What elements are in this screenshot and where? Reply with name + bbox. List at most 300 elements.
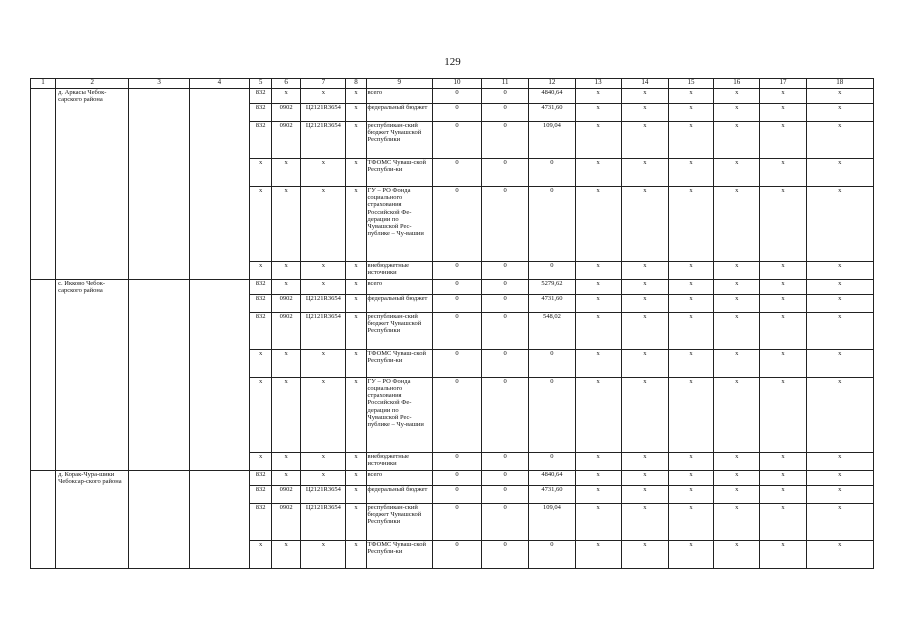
settlement-name-cont [56,503,129,540]
cell-c9: ГУ – РО Фонда социального страхования Российской Фе-дерации по Чувашской Рес-публике – Чу-вашии [366,186,432,261]
cell-c16: х [714,452,760,470]
settlement-name-cont [56,452,129,470]
cell-c11: 0 [482,312,529,349]
column-number-2: 2 [56,79,129,89]
cell-c8: х [346,158,366,186]
cell-empty [129,485,189,503]
cell-c9: ГУ – РО Фонда социального страхования Российской Фе-дерации по Чувашской Рес-публике – Чу-вашии [366,377,432,452]
table-row [31,89,874,104]
cell-empty [129,540,189,568]
cell-c8: х [346,470,366,485]
cell-c5: 832 [250,89,272,104]
cell-c12: 109,04 [529,121,575,158]
cell-index [31,540,56,568]
cell-c8: х [346,279,366,294]
column-number-5: 5 [250,79,272,89]
cell-c14: х [621,470,668,485]
cell-c7: х [301,279,346,294]
cell-c8: х [346,452,366,470]
cell-c9: всего [366,279,432,294]
cell-c9: федеральный бюджет [366,103,432,121]
cell-c14: х [621,294,668,312]
cell-c10: 0 [432,312,481,349]
cell-c10: 0 [432,89,481,104]
cell-c14: х [621,103,668,121]
column-number-12: 12 [529,79,575,89]
cell-c7: Ц2121R3654 [301,485,346,503]
cell-c10: 0 [432,103,481,121]
cell-c8: х [346,89,366,104]
cell-c14: х [621,279,668,294]
cell-c7: х [301,186,346,261]
cell-c15: х [668,103,713,121]
cell-c8: х [346,540,366,568]
table-row [31,349,874,377]
cell-c16: х [714,294,760,312]
cell-c7: х [301,261,346,279]
cell-c7: х [301,89,346,104]
cell-empty [129,121,189,158]
cell-c8: х [346,377,366,452]
cell-c7: Ц2121R3654 [301,503,346,540]
cell-c15: х [668,261,713,279]
cell-empty [189,377,249,452]
settlement-name: д. Корак-Чура-шики Чебоксар-ского района [56,470,129,485]
cell-c16: х [714,485,760,503]
cell-c16: х [714,186,760,261]
cell-c7: х [301,470,346,485]
cell-c17: х [760,261,806,279]
cell-c18: х [806,470,873,485]
cell-c12: 4840,64 [529,89,575,104]
cell-c12: 4840,64 [529,470,575,485]
table-row [31,279,874,294]
cell-empty [189,312,249,349]
table-row [31,470,874,485]
cell-c16: х [714,349,760,377]
cell-c17: х [760,452,806,470]
cell-c16: х [714,279,760,294]
cell-c18: х [806,89,873,104]
cell-empty [129,279,189,294]
cell-c5: х [250,158,272,186]
cell-c9: ТФОМС Чуваш-ской Республи-ки [366,158,432,186]
cell-c5: 832 [250,312,272,349]
cell-c13: х [575,503,621,540]
table-row [31,452,874,470]
cell-index [31,158,56,186]
cell-index [31,121,56,158]
cell-c14: х [621,377,668,452]
cell-c10: 0 [432,261,481,279]
cell-index [31,294,56,312]
cell-c6: 0902 [272,312,301,349]
column-number-3: 3 [129,79,189,89]
table-row [31,540,874,568]
cell-c5: 832 [250,485,272,503]
cell-c18: х [806,452,873,470]
column-number-8: 8 [346,79,366,89]
cell-c10: 0 [432,279,481,294]
cell-empty [189,452,249,470]
cell-c8: х [346,485,366,503]
cell-c7: х [301,377,346,452]
cell-c12: 0 [529,377,575,452]
cell-c9: федеральный бюджет [366,294,432,312]
cell-c6: 0902 [272,503,301,540]
cell-empty [129,349,189,377]
cell-c7: Ц2121R3654 [301,294,346,312]
cell-c13: х [575,294,621,312]
cell-empty [189,89,249,104]
cell-c5: х [250,186,272,261]
cell-c17: х [760,158,806,186]
cell-c10: 0 [432,485,481,503]
cell-c17: х [760,312,806,349]
cell-c17: х [760,540,806,568]
cell-c11: 0 [482,503,529,540]
cell-c10: 0 [432,470,481,485]
cell-c11: 0 [482,89,529,104]
settlement-name-cont [56,294,129,312]
cell-c18: х [806,121,873,158]
cell-empty [189,349,249,377]
cell-c14: х [621,312,668,349]
cell-c13: х [575,312,621,349]
cell-c11: 0 [482,452,529,470]
cell-c11: 0 [482,540,529,568]
cell-c7: Ц2121R3654 [301,121,346,158]
cell-c15: х [668,470,713,485]
cell-empty [129,503,189,540]
cell-c8: х [346,503,366,540]
settlement-name: д. Аркасы Чебок-сарского района [56,89,129,104]
table-row [31,121,874,158]
cell-c10: 0 [432,377,481,452]
cell-c16: х [714,158,760,186]
column-number-9: 9 [366,79,432,89]
cell-c8: х [346,261,366,279]
cell-empty [129,470,189,485]
settlement-name-cont [56,349,129,377]
cell-c9: ТФОМС Чуваш-ской Республи-ки [366,349,432,377]
cell-c5: 832 [250,503,272,540]
cell-c6: 0902 [272,294,301,312]
cell-c6: х [272,89,301,104]
cell-c5: 832 [250,279,272,294]
cell-c15: х [668,158,713,186]
column-number-13: 13 [575,79,621,89]
cell-c15: х [668,89,713,104]
settlement-name-cont [56,312,129,349]
cell-index [31,89,56,104]
cell-c11: 0 [482,470,529,485]
cell-c11: 0 [482,294,529,312]
table-row [31,485,874,503]
cell-c9: республикан-ский бюджет Чувашской Республики [366,121,432,158]
cell-c11: 0 [482,186,529,261]
cell-c6: х [272,279,301,294]
cell-c15: х [668,485,713,503]
cell-c9: внебюджетные источники [366,261,432,279]
cell-c15: х [668,503,713,540]
cell-index [31,470,56,485]
cell-c16: х [714,103,760,121]
cell-empty [189,470,249,485]
cell-c8: х [346,312,366,349]
cell-c17: х [760,121,806,158]
cell-c14: х [621,349,668,377]
cell-c12: 0 [529,261,575,279]
column-number-10: 10 [432,79,481,89]
cell-c8: х [346,294,366,312]
cell-c9: республикан-ский бюджет Чувашской Республики [366,312,432,349]
cell-empty [189,121,249,158]
column-number-7: 7 [301,79,346,89]
table-row [31,158,874,186]
cell-empty [129,377,189,452]
cell-c17: х [760,470,806,485]
cell-c13: х [575,349,621,377]
cell-c12: 0 [529,158,575,186]
cell-index [31,452,56,470]
cell-c16: х [714,377,760,452]
cell-c11: 0 [482,158,529,186]
settlement-name-cont [56,158,129,186]
cell-c10: 0 [432,349,481,377]
cell-empty [129,294,189,312]
table-row [31,503,874,540]
cell-c13: х [575,540,621,568]
cell-empty [129,103,189,121]
cell-c10: 0 [432,186,481,261]
cell-c6: 0902 [272,485,301,503]
cell-index [31,503,56,540]
cell-c17: х [760,103,806,121]
cell-index [31,485,56,503]
cell-c11: 0 [482,485,529,503]
cell-c10: 0 [432,452,481,470]
settlement-name-cont [56,103,129,121]
cell-c5: х [250,540,272,568]
cell-c17: х [760,279,806,294]
column-number-18: 18 [806,79,873,89]
cell-c16: х [714,312,760,349]
cell-c18: х [806,312,873,349]
column-number-11: 11 [482,79,529,89]
column-number-14: 14 [621,79,668,89]
cell-c11: 0 [482,279,529,294]
cell-empty [189,279,249,294]
cell-c17: х [760,294,806,312]
cell-c16: х [714,540,760,568]
cell-c6: 0902 [272,121,301,158]
cell-c12: 5279,62 [529,279,575,294]
cell-c17: х [760,89,806,104]
cell-c6: х [272,540,301,568]
cell-empty [129,89,189,104]
cell-c14: х [621,121,668,158]
cell-c6: х [272,452,301,470]
cell-empty [189,540,249,568]
cell-index [31,186,56,261]
cell-c15: х [668,279,713,294]
cell-c12: 109,04 [529,503,575,540]
cell-c17: х [760,377,806,452]
cell-c18: х [806,349,873,377]
cell-c18: х [806,158,873,186]
cell-c11: 0 [482,261,529,279]
cell-c6: х [272,349,301,377]
cell-index [31,377,56,452]
cell-c10: 0 [432,121,481,158]
cell-c6: х [272,186,301,261]
cell-c5: 832 [250,294,272,312]
table-row [31,103,874,121]
cell-c5: 832 [250,470,272,485]
cell-empty [129,452,189,470]
cell-c5: х [250,377,272,452]
cell-c12: 0 [529,349,575,377]
cell-c12: 4731,60 [529,485,575,503]
cell-c10: 0 [432,294,481,312]
cell-c10: 0 [432,503,481,540]
cell-empty [129,312,189,349]
cell-empty [189,261,249,279]
cell-c13: х [575,279,621,294]
cell-c12: 548,02 [529,312,575,349]
page-number: 129 [444,56,461,68]
cell-c18: х [806,503,873,540]
cell-index [31,103,56,121]
settlement-name-cont [56,485,129,503]
cell-empty [189,503,249,540]
cell-c14: х [621,485,668,503]
cell-c6: х [272,158,301,186]
cell-c8: х [346,121,366,158]
cell-c13: х [575,452,621,470]
cell-c7: х [301,452,346,470]
settlement-name-cont [56,186,129,261]
cell-c14: х [621,452,668,470]
cell-c7: х [301,540,346,568]
cell-c13: х [575,470,621,485]
cell-c6: х [272,470,301,485]
budget-table [30,78,874,569]
cell-c16: х [714,261,760,279]
cell-c18: х [806,279,873,294]
cell-index [31,279,56,294]
cell-c13: х [575,186,621,261]
cell-c11: 0 [482,121,529,158]
cell-c15: х [668,121,713,158]
column-number-17: 17 [760,79,806,89]
cell-c13: х [575,103,621,121]
cell-empty [189,186,249,261]
cell-empty [129,261,189,279]
cell-c8: х [346,186,366,261]
cell-c12: 4731,60 [529,103,575,121]
cell-c7: х [301,158,346,186]
cell-c8: х [346,349,366,377]
table-row [31,261,874,279]
cell-c6: 0902 [272,103,301,121]
settlement-name-cont [56,121,129,158]
cell-index [31,312,56,349]
cell-c17: х [760,186,806,261]
cell-c13: х [575,377,621,452]
cell-c9: внебюджетные источники [366,452,432,470]
cell-c13: х [575,121,621,158]
cell-c18: х [806,186,873,261]
column-number-1: 1 [31,79,56,89]
cell-c5: х [250,452,272,470]
cell-c13: х [575,485,621,503]
cell-c13: х [575,158,621,186]
cell-c18: х [806,485,873,503]
table-row [31,294,874,312]
cell-c6: х [272,261,301,279]
cell-c9: республикан-ский бюджет Чувашской Республики [366,503,432,540]
settlement-name-cont [56,540,129,568]
cell-c10: 0 [432,158,481,186]
cell-c14: х [621,503,668,540]
cell-c5: 832 [250,121,272,158]
cell-c18: х [806,261,873,279]
cell-c14: х [621,186,668,261]
settlement-name-cont [56,261,129,279]
cell-c5: х [250,261,272,279]
cell-c16: х [714,121,760,158]
cell-empty [189,103,249,121]
cell-c14: х [621,261,668,279]
column-number-row [31,79,874,89]
cell-c14: х [621,89,668,104]
table-row [31,186,874,261]
cell-c9: всего [366,470,432,485]
column-number-15: 15 [668,79,713,89]
cell-c10: 0 [432,540,481,568]
cell-c5: х [250,349,272,377]
cell-c16: х [714,470,760,485]
table-body [31,89,874,569]
cell-c9: ТФОМС Чуваш-ской Республи-ки [366,540,432,568]
cell-c12: 0 [529,452,575,470]
cell-c14: х [621,158,668,186]
cell-c17: х [760,485,806,503]
cell-c18: х [806,294,873,312]
cell-c11: 0 [482,377,529,452]
cell-c15: х [668,294,713,312]
cell-c9: всего [366,89,432,104]
cell-c15: х [668,312,713,349]
cell-c6: х [272,377,301,452]
cell-c11: 0 [482,349,529,377]
table-row [31,312,874,349]
cell-c7: х [301,349,346,377]
table-row [31,377,874,452]
cell-c7: Ц2121R3654 [301,103,346,121]
cell-c18: х [806,540,873,568]
column-number-16: 16 [714,79,760,89]
cell-c18: х [806,103,873,121]
cell-c12: 0 [529,540,575,568]
cell-c9: федеральный бюджет [366,485,432,503]
cell-empty [189,485,249,503]
cell-c16: х [714,503,760,540]
cell-empty [129,158,189,186]
cell-c15: х [668,349,713,377]
